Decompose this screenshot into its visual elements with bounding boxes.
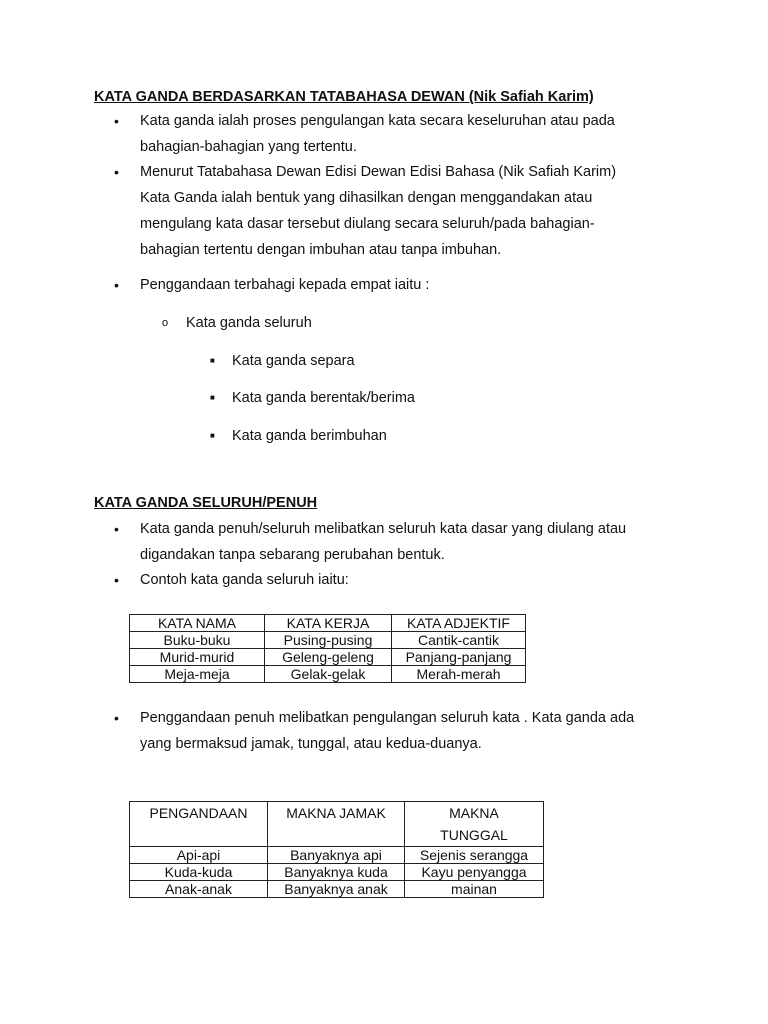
table-header-line: TUNGGAL bbox=[440, 827, 508, 843]
table-row bbox=[130, 649, 526, 666]
bullet-line: yang bermaksud jamak, tunggal, atau kedua-duanya. bbox=[140, 736, 482, 752]
table-header-cell bbox=[405, 802, 544, 847]
bullet-line: bahagian tertentu dengan imbuhan atau tanpa imbuhan. bbox=[140, 242, 502, 258]
table-cell: Banyaknya kuda bbox=[268, 864, 405, 881]
bullet-dot-icon: • bbox=[114, 521, 119, 537]
bullet-dot-icon: • bbox=[114, 710, 119, 726]
table-row bbox=[130, 847, 544, 864]
table-cell: Geleng-geleng bbox=[265, 649, 392, 666]
bullet-dot-icon: • bbox=[114, 572, 119, 588]
table-cell: Banyaknya anak bbox=[268, 881, 405, 898]
subsublist-label: Kata ganda separa bbox=[232, 353, 355, 369]
table-cell: Buku-buku bbox=[130, 632, 265, 649]
bullet-dot-icon: • bbox=[114, 113, 119, 129]
bullet-line: Menurut Tatabahasa Dewan Edisi Dewan Edisi Bahasa (Nik Safiah Karim) bbox=[140, 164, 617, 180]
table-cell: Api-api bbox=[130, 847, 268, 864]
kata-ganda-seluruh-table bbox=[129, 614, 526, 683]
square-bullet-icon: ■ bbox=[210, 356, 215, 365]
square-bullet-icon: ■ bbox=[210, 393, 215, 402]
bullet-line: mengulang kata dasar tersebut diulang secara seluruh/pada bahagian- bbox=[140, 216, 595, 232]
table-cell: Gelak-gelak bbox=[265, 666, 392, 683]
subsublist-label: Kata ganda berimbuhan bbox=[232, 428, 387, 444]
bullet-line: Penggandaan penuh melibatkan pengulangan seluruh kata . Kata ganda ada bbox=[140, 710, 635, 726]
table-header-cell: MAKNA JAMAK bbox=[268, 802, 405, 847]
table-header-cell: PENGANDAAN bbox=[130, 802, 268, 847]
table-cell: Kayu penyangga bbox=[405, 864, 544, 881]
section-heading-kata-ganda-tatabahasa: KATA GANDA BERDASARKAN TATABAHASA DEWAN (Nik Safiah Karim) bbox=[94, 89, 594, 105]
sublist-label: Kata ganda seluruh bbox=[186, 315, 312, 331]
table-row bbox=[130, 666, 526, 683]
bullet-dot-icon: • bbox=[114, 164, 119, 180]
subsublist-label: Kata ganda berentak/berima bbox=[232, 390, 415, 406]
table-row bbox=[130, 632, 526, 649]
table-header-cell: KATA KERJA bbox=[265, 615, 392, 632]
bullet-item bbox=[114, 108, 694, 160]
square-bullet-icon: ■ bbox=[210, 431, 215, 440]
sublist-item bbox=[162, 313, 312, 333]
bullet-line: Kata ganda penuh/seluruh melibatkan seluruh kata dasar yang diulang atau bbox=[140, 521, 627, 537]
table-header-row bbox=[130, 615, 526, 632]
bullet-line: Contoh kata ganda seluruh iaitu: bbox=[140, 572, 349, 588]
table-cell: Panjang-panjang bbox=[392, 649, 526, 666]
table-cell: mainan bbox=[405, 881, 544, 898]
subsublist-item bbox=[210, 351, 355, 371]
table-cell: Meja-meja bbox=[130, 666, 265, 683]
table-header-cell: KATA ADJEKTIF bbox=[392, 615, 526, 632]
bullet-line: bahagian-bahagian yang tertentu. bbox=[140, 139, 357, 155]
circle-bullet-icon: o bbox=[162, 317, 169, 330]
table-cell: Anak-anak bbox=[130, 881, 268, 898]
table-cell: Sejenis serangga bbox=[405, 847, 544, 864]
makna-kata-ganda-table bbox=[129, 801, 544, 898]
bullet-line: Penggandaan terbahagi kepada empat iaitu : bbox=[140, 277, 430, 293]
bullet-dot-icon: • bbox=[114, 277, 119, 293]
bullet-item bbox=[114, 272, 694, 298]
bullet-item bbox=[114, 159, 694, 263]
table-row bbox=[130, 881, 544, 898]
bullet-item bbox=[114, 567, 694, 593]
bullet-line: digandakan tanpa sebarang perubahan bentuk. bbox=[140, 547, 445, 563]
table-cell: Merah-merah bbox=[392, 666, 526, 683]
table-header-row bbox=[130, 802, 544, 847]
bullet-item bbox=[114, 705, 694, 757]
table-cell: Murid-murid bbox=[130, 649, 265, 666]
bullet-item bbox=[114, 516, 694, 568]
table-cell: Pusing-pusing bbox=[265, 632, 392, 649]
subsublist-item bbox=[210, 388, 415, 408]
bullet-line: Kata ganda ialah proses pengulangan kata secara keseluruhan atau pada bbox=[140, 113, 615, 129]
subsublist-item bbox=[210, 426, 387, 446]
section-heading-kata-ganda-seluruh: KATA GANDA SELURUH/PENUH bbox=[94, 495, 318, 511]
table-cell: Banyaknya api bbox=[268, 847, 405, 864]
table-cell: Kuda-kuda bbox=[130, 864, 268, 881]
table-header-line: MAKNA bbox=[449, 805, 499, 821]
table-header-cell: KATA NAMA bbox=[130, 615, 265, 632]
bullet-line: Kata Ganda ialah bentuk yang dihasilkan dengan menggandakan atau bbox=[140, 190, 593, 206]
table-cell: Cantik-cantik bbox=[392, 632, 526, 649]
table-row bbox=[130, 864, 544, 881]
